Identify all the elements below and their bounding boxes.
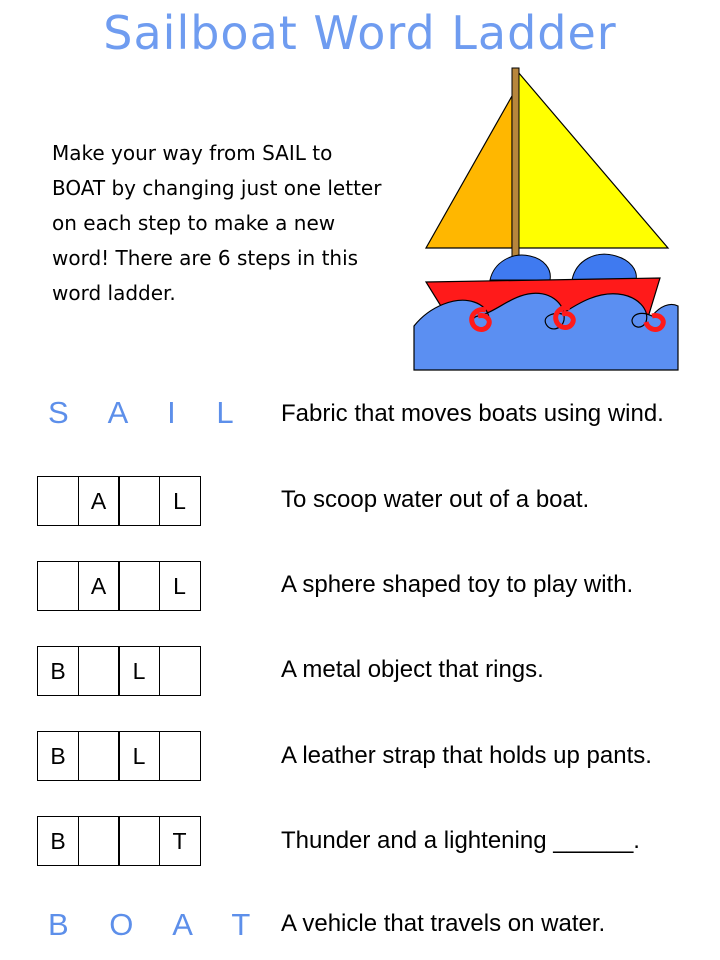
mast — [512, 68, 519, 284]
letter-box[interactable]: L — [159, 561, 201, 611]
letter-box[interactable]: B — [37, 646, 79, 696]
letter-box[interactable]: L — [118, 646, 160, 696]
start-word-clue: Fabric that moves boats using wind. — [281, 400, 664, 427]
letter-box[interactable]: A — [78, 561, 120, 611]
letter-box[interactable]: L — [118, 731, 160, 781]
sea — [414, 293, 678, 370]
ladder-row-3 — [37, 646, 201, 696]
ladder-clue-2: A sphere shaped toy to play with. — [281, 571, 634, 598]
letter-box[interactable] — [78, 731, 120, 781]
letter-box[interactable]: T — [159, 816, 201, 866]
letter-box[interactable]: A — [78, 476, 120, 526]
letter-box[interactable] — [78, 816, 120, 866]
letter-box[interactable] — [78, 646, 120, 696]
right-sail — [518, 72, 668, 248]
start-word: S A I L — [48, 395, 250, 430]
letter-box[interactable] — [159, 731, 201, 781]
left-sail — [426, 96, 512, 248]
letter-box[interactable] — [37, 561, 79, 611]
letter-box[interactable] — [118, 561, 160, 611]
ladder-clue-1: To scoop water out of a boat. — [281, 486, 590, 513]
letter-box[interactable] — [118, 816, 160, 866]
letter-box[interactable]: B — [37, 816, 79, 866]
end-word: B O A T — [48, 907, 267, 942]
ladder-clue-5: Thunder and a lightening ______. — [281, 827, 640, 854]
page-title: Sailboat Word Ladder — [103, 6, 617, 60]
ladder-clue-4: A leather strap that holds up pants. — [281, 742, 652, 769]
ladder-row-4 — [37, 731, 201, 781]
ladder-row-1 — [37, 476, 201, 526]
ladder-clue-3: A metal object that rings. — [281, 656, 544, 683]
ladder-row-5 — [37, 816, 201, 866]
end-word-clue: A vehicle that travels on water. — [281, 910, 606, 937]
letter-box[interactable] — [118, 476, 160, 526]
back-wave-right — [572, 254, 636, 280]
instructions-text: Make your way from SAIL to BOAT by changing just one letter on each step to make a new word! There are 6 steps in this word ladder. — [52, 141, 382, 305]
back-wave-left — [490, 255, 550, 280]
letter-box[interactable]: B — [37, 731, 79, 781]
letter-box[interactable]: L — [159, 476, 201, 526]
sailboat-illustration — [412, 66, 682, 376]
letter-box[interactable] — [37, 476, 79, 526]
letter-box[interactable] — [159, 646, 201, 696]
ladder-row-2 — [37, 561, 201, 611]
